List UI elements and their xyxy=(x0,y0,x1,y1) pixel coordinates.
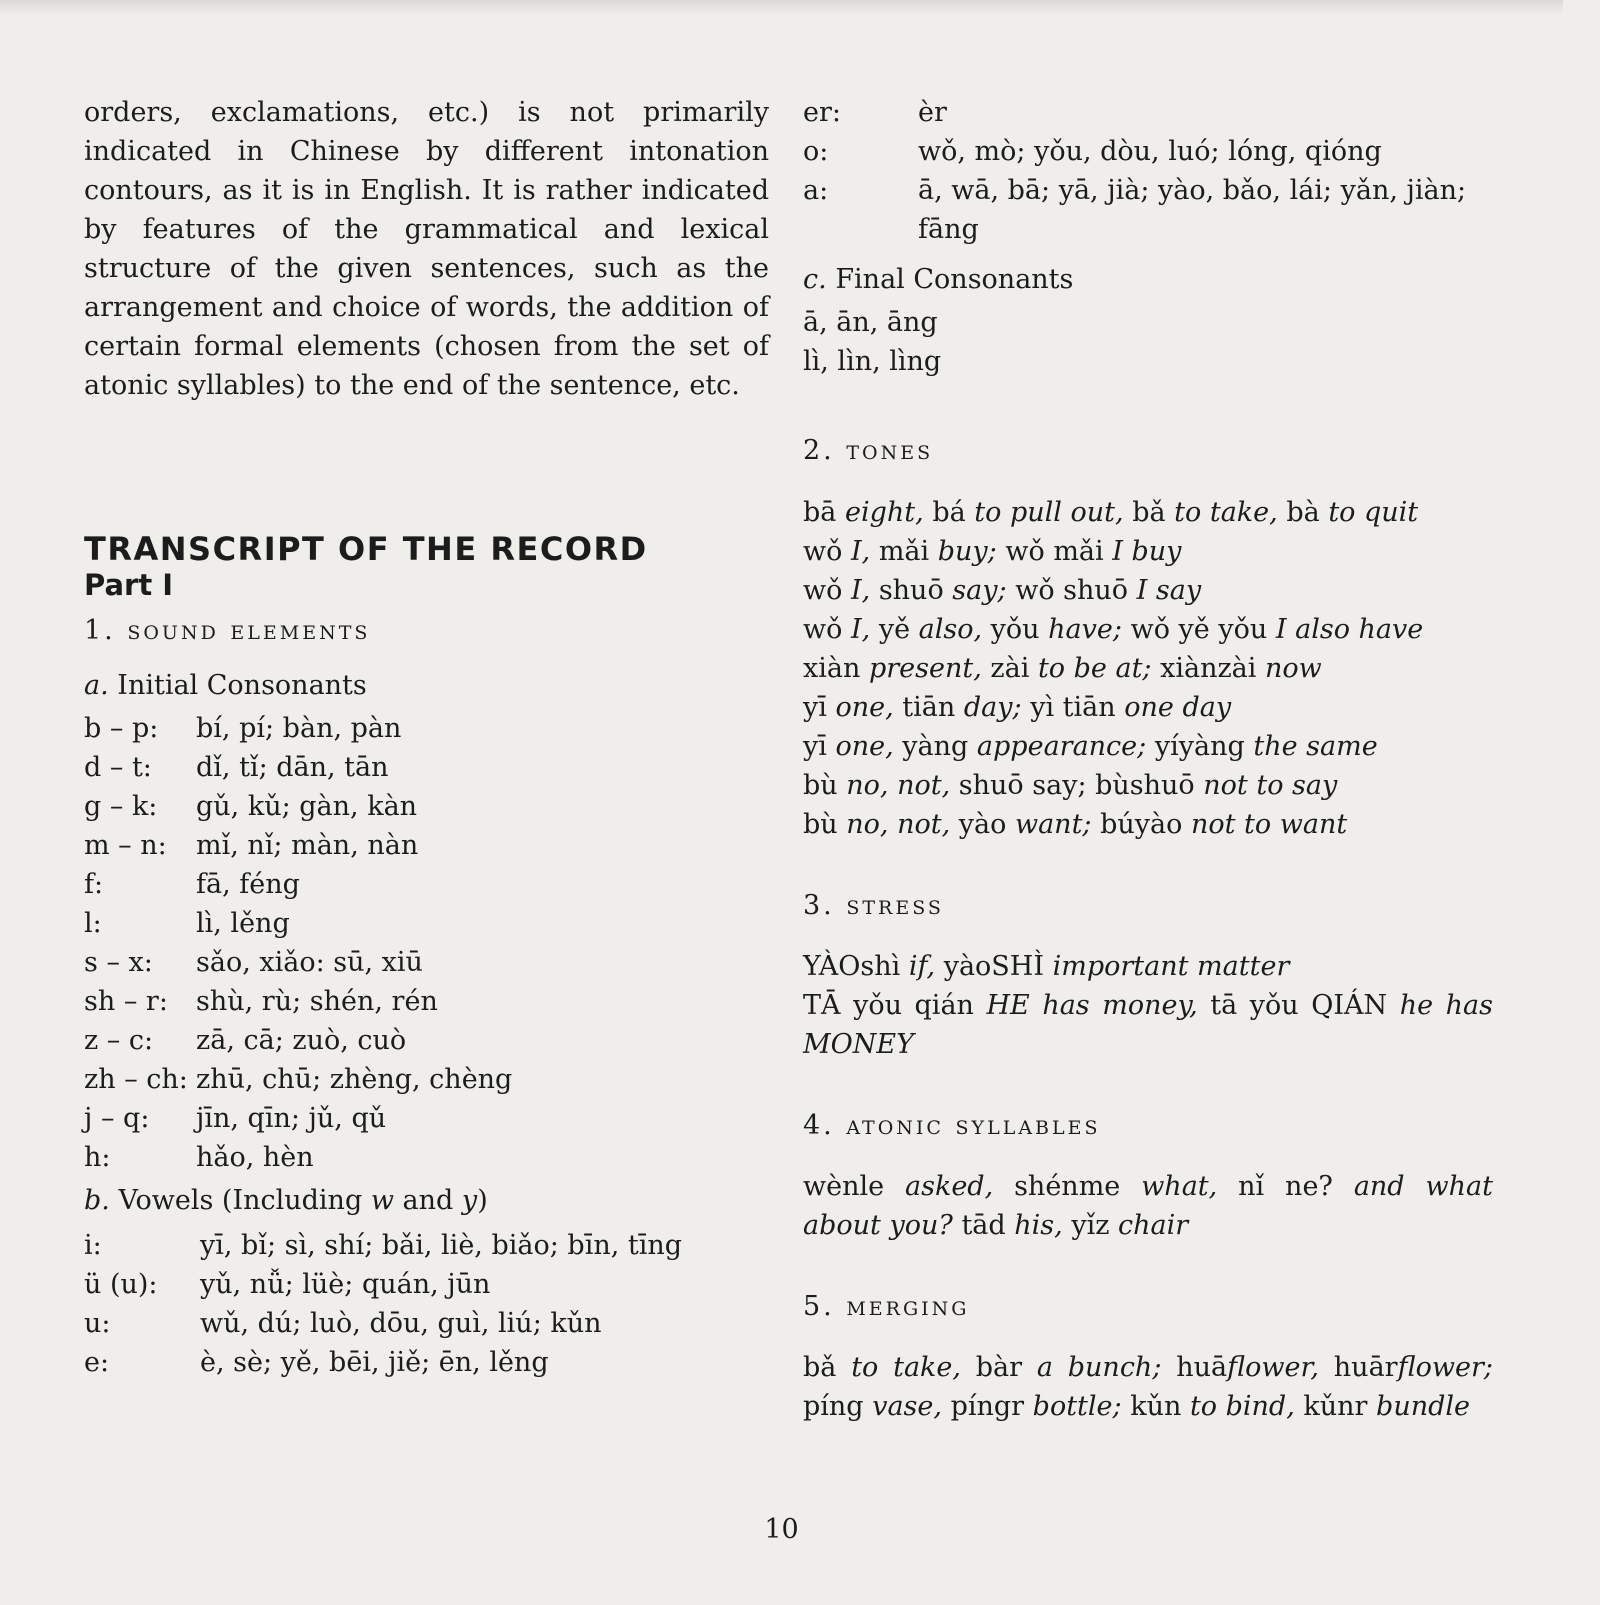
tones-line: bù no, not, yào want; búyào not to want xyxy=(803,809,1348,840)
row-label: d – t: xyxy=(84,752,152,783)
row-label: u: xyxy=(84,1308,111,1339)
row-label: zh – ch: xyxy=(84,1064,188,1095)
atonic-line: wènle asked, shénme what, nǐ ne? and what about you? tād his, yǐz chair xyxy=(803,1171,1493,1241)
row-values: hǎo, hèn xyxy=(196,1142,314,1173)
final-consonant-line: ā, ān, āng xyxy=(803,307,938,338)
row-label: l: xyxy=(84,908,102,939)
row-values: wǔ, dú; luò, dōu, guì, liú; kǔn xyxy=(200,1308,602,1339)
tones-line: bā eight, bá to pull out, bǎ to take, bà to quit xyxy=(803,497,1419,528)
merging-title: 5. merging xyxy=(803,1291,970,1322)
row-label: g – k: xyxy=(84,791,158,822)
stress-title: 3. stress xyxy=(803,890,944,921)
tones-line: bù no, not, shuō say; bùshuō not to say xyxy=(803,770,1338,801)
row-values: wǒ, mò; yǒu, dòu, luó; lóng, qióng xyxy=(918,136,1382,167)
row-label: h: xyxy=(84,1142,111,1173)
row-label: o: xyxy=(803,136,829,167)
tones-line: wǒ I, shuō say; wǒ shuō I say xyxy=(803,575,1202,606)
tones-line: yī one, tiān day; yì tiān one day xyxy=(803,692,1232,723)
row-values: mǐ, nǐ; màn, nàn xyxy=(196,830,419,861)
row-label: sh – r: xyxy=(84,986,168,1017)
page-top-shadow xyxy=(0,0,1563,14)
vowels-table-left xyxy=(84,1226,769,1382)
initial-consonants-title: a. Initial Consonants xyxy=(84,670,367,701)
final-consonant-line: lì, lìn, lìng xyxy=(803,346,942,377)
row-values: ā, wā, bā; yā, jià; yào, bǎo, lái; yǎn, jiàn; fāng xyxy=(918,175,1467,245)
row-values: èr xyxy=(918,97,947,128)
row-label: ü (u): xyxy=(84,1269,158,1300)
row-values: gǔ, kǔ; gàn, kàn xyxy=(196,791,418,822)
stress-line: YÀOshì if, yàoSHÌ important matter xyxy=(803,951,1290,982)
part-subheading: Part I xyxy=(84,568,174,602)
row-label: i: xyxy=(84,1230,102,1261)
row-label: m – n: xyxy=(84,830,167,861)
row-label: er: xyxy=(803,97,841,128)
stress-lines xyxy=(803,947,1493,1064)
tones-line: wǒ I, yě also, yǒu have; wǒ yě yǒu I also have xyxy=(803,614,1424,645)
row-values: jīn, qīn; jǔ, qǔ xyxy=(196,1103,387,1134)
row-values: sǎo, xiǎo: sū, xiū xyxy=(196,947,423,978)
stress-line: TĀ yǒu qián HE has money, tā yǒu QIÁN he has MONEY xyxy=(803,990,1493,1060)
row-values: lì, lěng xyxy=(196,908,290,939)
row-values: bí, pí; bàn, pàn xyxy=(196,713,402,744)
page-number: 10 xyxy=(764,1514,799,1545)
row-values: zhū, chū; zhèng, chèng xyxy=(196,1064,513,1095)
row-label: b – p: xyxy=(84,713,159,744)
row-values: fā, féng xyxy=(196,869,300,900)
final-consonants-lines xyxy=(803,303,1493,381)
row-values: yǔ, nǚ; lüè; quán, jūn xyxy=(200,1269,491,1300)
left-column xyxy=(84,93,769,1382)
row-values: yī, bǐ; sì, shí; bǎi, liè, biǎo; bīn, tīng xyxy=(200,1230,683,1261)
tones-line: wǒ I, mǎi buy; wǒ mǎi I buy xyxy=(803,536,1182,567)
intro-paragraph: orders, exclamations, etc.) is not primarily indicated in Chinese by different intonation contours, as it is in English. It is rather indicated by features of the grammatical and lexical structure of the given sentences, such as the arrangement and choice of words, the addition of certain formal elements (chosen from the set of atonic syllables) to the end of the sentence, etc. xyxy=(84,97,769,401)
vowels-title: b. Vowels (Including w and y) xyxy=(84,1185,488,1216)
sound-elements-title: 1. sound elements xyxy=(84,615,371,646)
row-label: z – c: xyxy=(84,1025,154,1056)
row-values: dǐ, tǐ; dān, tān xyxy=(196,752,389,783)
row-label: e: xyxy=(84,1347,110,1378)
merging-line: bǎ to take, bàr a bunch; huāflower, huārflower; píng vase, píngr bottle; kǔn to bind, kǔnr bundle xyxy=(803,1352,1493,1422)
initial-consonants-table xyxy=(84,709,769,1177)
final-consonants-title: c. Final Consonants xyxy=(803,264,1074,295)
atonic-title: 4. atonic syllables xyxy=(803,1110,1101,1141)
section-heading: TRANSCRIPT OF THE RECORD xyxy=(84,530,648,568)
row-label: a: xyxy=(803,175,829,206)
tones-line: yī one, yàng appearance; yíyàng the same xyxy=(803,731,1378,762)
tones-line: xiàn present, zài to be at; xiànzài now xyxy=(803,653,1322,684)
tones-title: 2. tones xyxy=(803,435,934,466)
row-label: s – x: xyxy=(84,947,153,978)
right-column xyxy=(803,93,1493,1426)
row-label: j – q: xyxy=(84,1103,150,1134)
row-values: è, sè; yě, bēi, jiě; ēn, lěng xyxy=(200,1347,549,1378)
row-label: f: xyxy=(84,869,104,900)
tones-lines xyxy=(803,493,1493,844)
row-values: shù, rù; shén, rén xyxy=(196,986,438,1017)
vowels-table-right xyxy=(803,93,1493,249)
row-values: zā, cā; zuò, cuò xyxy=(196,1025,407,1056)
